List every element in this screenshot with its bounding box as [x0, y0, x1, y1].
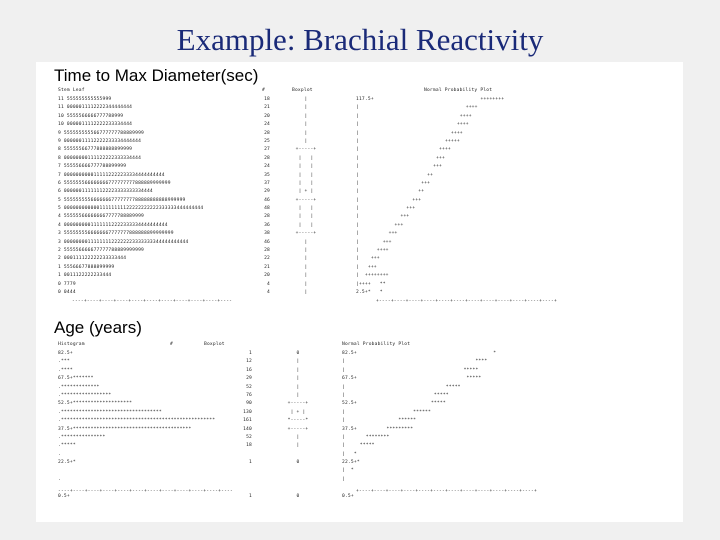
stem-leaf-line: 3 000000001111111122222223333333344444444444: [58, 239, 189, 245]
qq-plot-line: | ********: [342, 434, 390, 440]
count-value: 46: [264, 197, 270, 203]
histogram-line: .*************: [58, 384, 100, 390]
count-value: 18: [264, 97, 270, 102]
qq-plot-line: | ++++: [356, 113, 472, 119]
boxplot-line: |: [296, 384, 300, 390]
count-value: 130: [243, 409, 252, 415]
stem-leaf-line: 5 55555555566666667777777788888888888999999: [58, 197, 186, 203]
count-value: 24: [264, 122, 270, 128]
stem-leaf-line: 4 00000000011111112222333334444444444: [58, 222, 168, 228]
qq-plot-line: | *: [342, 451, 357, 457]
boxplot-line: |: [304, 130, 308, 136]
boxplot-line: [286, 484, 310, 492]
qq-plot-line: | ++++: [356, 130, 463, 136]
boxplot-line: | |: [298, 206, 314, 212]
histogram-line: .*****************: [58, 392, 112, 398]
boxplot-line: *-----*: [287, 418, 309, 424]
qq-plot-line: | ++++: [356, 105, 478, 111]
histogram-line: 37.5+****************************************: [58, 426, 192, 432]
count-value: 52: [246, 384, 252, 390]
time-boxplot-block: [294, 96, 318, 297]
qq-plot-line: | *****: [342, 443, 375, 449]
time-stem-leaf-block: [58, 96, 203, 297]
qq-plot-line: | +++: [356, 155, 445, 161]
count-value: 4: [267, 289, 270, 295]
time-section-title: Time to Max Diameter(sec): [54, 66, 259, 85]
count-value: 46: [264, 239, 270, 245]
time-stem-rule: ----+----+----+----+----+----+----+----+----+----+----: [72, 299, 233, 304]
stem-leaf-line: 6 000000111111122223333333334444: [58, 189, 153, 195]
stem-leaf-line: 0 0444: [58, 289, 76, 295]
stem-leaf-line: 2 000111122222233333444: [58, 256, 127, 262]
count-value: 28: [264, 155, 270, 161]
count-value: 37: [264, 180, 270, 186]
time-boxplot-header: Boxplot: [292, 88, 313, 93]
boxplot-line: | |: [298, 180, 314, 186]
age-section-title: Age (years): [54, 318, 142, 337]
count-value: 22: [264, 256, 270, 262]
boxplot-line: |: [304, 105, 308, 111]
histogram-line: 67.5+*******: [58, 376, 94, 382]
boxplot-line: [286, 476, 310, 484]
boxplot-line: | |: [298, 164, 314, 170]
boxplot-line: | |: [298, 222, 314, 228]
count-value: 38: [264, 231, 270, 237]
stem-leaf-line: 3 5555555566666667777777888888899999999: [58, 231, 174, 237]
boxplot-line: +-----+: [287, 401, 309, 407]
stem-leaf-line: 0 7779: [58, 281, 76, 287]
qq-plot-line: |: [342, 476, 345, 482]
time-n-column: [260, 96, 270, 297]
qq-plot-line: 2.5+* *: [356, 289, 383, 295]
qq-plot-line: 67.5+ *****: [342, 376, 482, 382]
boxplot-line: | |: [298, 155, 314, 161]
age-n-column: [240, 350, 252, 501]
histogram-line: .***: [58, 359, 70, 365]
stem-leaf-line: 8 00000000111122222333334444: [58, 155, 142, 161]
count-value: 18: [246, 443, 252, 449]
count-value: [240, 467, 252, 475]
stem-leaf-line: 10 5555566666777788999: [58, 113, 124, 119]
count-value: 27: [264, 147, 270, 153]
count-value: 35: [264, 172, 270, 178]
stem-leaf-line: 11 0000011112222344444444: [58, 105, 133, 111]
histogram-line: .**********************************: [58, 409, 162, 415]
stem-leaf-line: 7 0000000000111112222233334444444444: [58, 172, 165, 178]
boxplot-line: |: [296, 376, 300, 382]
qq-plot-line: | ++++: [356, 122, 469, 128]
boxplot-line: [286, 451, 310, 459]
stem-leaf-line: 9 555555555566777777788889999: [58, 130, 145, 136]
age-boxplot-block: [286, 350, 310, 501]
boxplot-line: +-----+: [295, 197, 317, 203]
boxplot-line: | + |: [290, 409, 306, 415]
qq-plot-line: 0.5+: [342, 493, 354, 499]
boxplot-line: 0: [296, 493, 300, 499]
histogram-line: 22.5+*: [58, 460, 76, 466]
stem-leaf-line: 1 0011122222233444: [58, 273, 112, 279]
boxplot-line: |: [304, 97, 308, 102]
boxplot-line: |: [296, 434, 300, 440]
boxplot-line: |: [304, 256, 308, 262]
qq-plot-line: 117.5+ ++++++++: [356, 97, 505, 102]
histogram-line: 82.5+: [58, 351, 73, 356]
qq-plot-line: | ++++: [356, 147, 451, 153]
boxplot-line: 0: [296, 351, 300, 356]
qq-plot-line: | ++++: [356, 248, 389, 254]
count-value: 21: [264, 105, 270, 111]
boxplot-line: +-----+: [295, 231, 317, 237]
count-value: 16: [246, 367, 252, 373]
count-value: 1: [249, 460, 252, 466]
time-n-header: #: [262, 88, 265, 93]
stem-leaf-line: 9 00000011112222233334444444: [58, 138, 142, 144]
count-value: 1: [249, 493, 252, 499]
qq-plot-line: 22.5+*: [342, 460, 360, 466]
stem-leaf-line: 2 555556666677777788889999999: [58, 248, 145, 254]
count-value: 28: [264, 214, 270, 220]
histogram-line: .*****: [58, 443, 76, 449]
boxplot-line: |: [296, 392, 300, 398]
qq-plot-line: | *****: [342, 384, 461, 390]
histogram-line: .***************: [58, 434, 106, 440]
count-value: 76: [246, 392, 252, 398]
boxplot-line: 0: [296, 460, 300, 466]
qq-plot-line: 37.5+ *********: [342, 426, 414, 432]
qq-plot-line: | +++: [356, 197, 422, 203]
qq-plot-line: | +++: [356, 239, 392, 245]
boxplot-line: |: [304, 273, 308, 279]
count-value: 36: [264, 222, 270, 228]
count-value: 28: [264, 130, 270, 136]
boxplot-line: |: [304, 248, 308, 254]
qq-plot-line: | ++: [356, 172, 434, 178]
qq-plot-line: | ******: [342, 409, 431, 415]
time-qq-rule: +----+----+----+----+----+----+----+----+----+----+----+----+: [376, 299, 557, 304]
count-value: 1: [249, 351, 252, 356]
age-qq-plot-block: [342, 350, 496, 501]
qq-plot-line: | +++: [356, 264, 377, 270]
count-value: 24: [264, 164, 270, 170]
boxplot-line: |: [296, 359, 300, 365]
content-panel: [36, 62, 683, 522]
stem-leaf-line: 1 55566677888899999: [58, 264, 115, 270]
histogram-line: .****: [58, 367, 73, 373]
boxplot-line: +-----+: [287, 426, 309, 432]
histogram-line: .: [58, 476, 61, 482]
histogram-line: .****************************************************: [58, 418, 216, 424]
age-n-header: #: [170, 342, 173, 347]
age-qq-rule: +----+----+----+----+----+----+----+----+----+----+----+----+: [356, 489, 537, 494]
boxplot-line: |: [304, 239, 308, 245]
count-value: 20: [264, 113, 270, 119]
boxplot-line: |: [304, 122, 308, 128]
boxplot-line: | + |: [298, 189, 314, 195]
qq-plot-line: | +++: [356, 180, 431, 186]
count-value: [240, 476, 252, 484]
qq-plot-line: 82.5+ *: [342, 351, 497, 356]
qq-plot-line: | *: [342, 468, 354, 474]
qq-plot-line: | ++++++++: [356, 273, 389, 279]
boxplot-line: | |: [298, 172, 314, 178]
qq-plot-line: | ++: [356, 189, 425, 195]
histogram-line: [58, 467, 215, 475]
histogram-line: 0.5+: [58, 493, 70, 499]
qq-plot-line: | +++: [356, 222, 404, 228]
count-value: 29: [264, 189, 270, 195]
qq-plot-line: | ******: [342, 418, 417, 424]
boxplot-line: |: [304, 281, 308, 287]
boxplot-line: |: [296, 367, 300, 373]
count-value: 4: [267, 281, 270, 287]
stem-leaf-line: 6 555555566666666777777777888889999999: [58, 180, 171, 186]
stem-leaf-line: 11 555555555555999: [58, 97, 112, 102]
qq-plot-line: | *****: [342, 392, 449, 398]
boxplot-line: +-----+: [295, 147, 317, 153]
age-qq-header: Normal Probability Plot: [342, 342, 411, 347]
count-value: 90: [246, 401, 252, 407]
qq-plot-line: | +++: [356, 214, 410, 220]
age-histogram-header: Histogram: [58, 342, 85, 347]
age-hist-rule: ----+----+----+----+----+----+----+----+----+----+----+----: [58, 489, 233, 494]
count-value: 29: [246, 376, 252, 382]
time-qq-plot-block: [356, 96, 504, 297]
qq-plot-line: | +++: [356, 206, 416, 212]
boxplot-line: |: [304, 113, 308, 119]
count-value: 48: [264, 206, 270, 212]
boxplot-line: |: [296, 443, 300, 449]
boxplot-line: | |: [298, 214, 314, 220]
boxplot-line: |: [304, 264, 308, 270]
count-value: 21: [264, 264, 270, 270]
count-value: 140: [243, 426, 252, 432]
slide-title: Example: Brachial Reactivity: [176, 22, 544, 57]
count-value: 20: [264, 273, 270, 279]
stem-leaf-line: 8 55555566777888888899999: [58, 147, 133, 153]
qq-plot-line: | *****: [342, 367, 479, 373]
age-boxplot-header: Boxplot: [204, 342, 225, 347]
boxplot-line: |: [304, 289, 308, 295]
qq-plot-line: | ****: [342, 359, 488, 365]
qq-plot-line: | +++: [356, 164, 443, 170]
count-value: [240, 484, 252, 492]
qq-plot-line: 52.5+ *****: [342, 401, 446, 407]
qq-plot-line: | +++: [356, 231, 398, 237]
stem-leaf-line: 10 0000011112222233334444: [58, 122, 133, 128]
stem-leaf-line: 5 00000000000011111111122222222222333333444444444: [58, 206, 204, 212]
count-value: 28: [264, 248, 270, 254]
boxplot-line: |: [304, 138, 308, 144]
boxplot-line: [286, 467, 310, 475]
qq-plot-line: | +++: [356, 256, 380, 262]
count-value: 52: [246, 434, 252, 440]
stem-leaf-line: 7 555556666777788899999: [58, 164, 127, 170]
time-stem-leaf-header: Stem Leaf: [58, 88, 85, 93]
count-value: 161: [243, 418, 252, 424]
count-value: 12: [246, 359, 252, 365]
histogram-line: 52.5+********************: [58, 401, 133, 407]
age-histogram-block: [58, 350, 215, 501]
stem-leaf-line: 4 555555666666667777788889999: [58, 214, 145, 220]
qq-plot-line: | +++++: [356, 138, 460, 144]
count-value: 25: [264, 138, 270, 144]
time-qq-header: Normal Probability Plot: [424, 88, 493, 93]
count-value: [240, 451, 252, 459]
qq-plot-line: |++++ **: [356, 281, 386, 287]
histogram-line: .: [58, 451, 61, 457]
